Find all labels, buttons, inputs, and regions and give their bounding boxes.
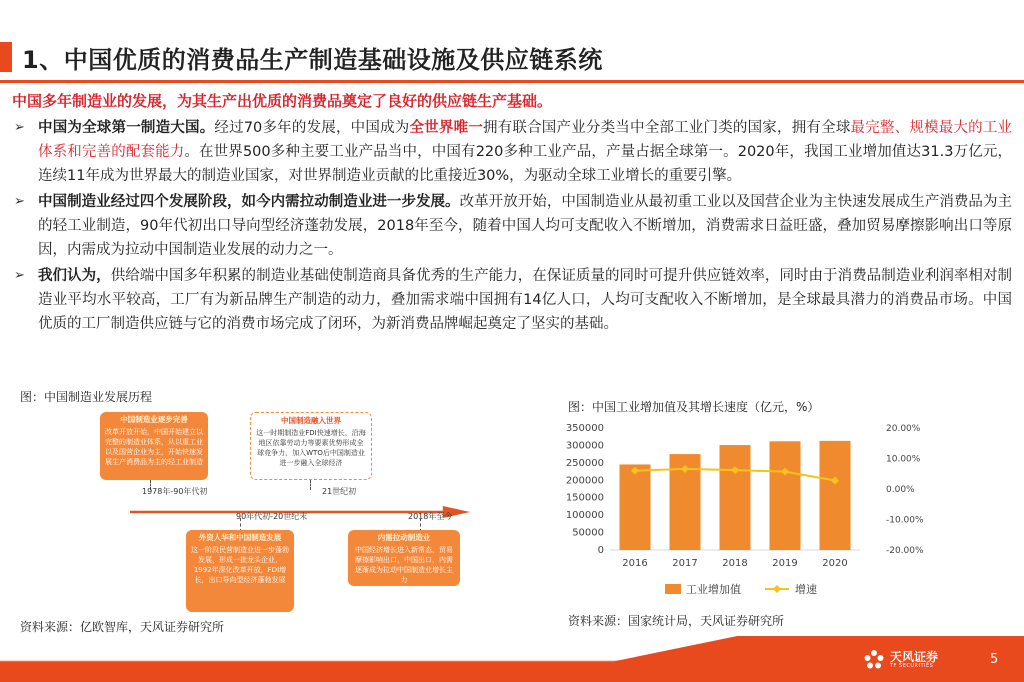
y2-axis-tick-label: -10.00% bbox=[886, 515, 924, 526]
bar-2016 bbox=[620, 464, 651, 550]
legend-bar-swatch bbox=[665, 584, 681, 594]
period-label: 90年代初-20世纪末 bbox=[236, 512, 308, 521]
arrow-bullet-icon: ➢ bbox=[14, 120, 25, 135]
legend-line-label: 增速 bbox=[795, 583, 817, 596]
period-label: 21世纪初 bbox=[322, 487, 357, 496]
y2-axis-tick-label: 20.00% bbox=[886, 424, 921, 434]
period-label: 2018年至今 bbox=[408, 512, 453, 521]
y-axis-tick-label: 350000 bbox=[565, 423, 604, 434]
page-title: 1、中国优质的消费品生产制造基础设施及供应链系统 bbox=[22, 46, 603, 74]
timeline-stage-2 bbox=[250, 412, 372, 480]
highlight-text: 全世界唯一 bbox=[409, 120, 483, 136]
arrow-bullet-icon: ➢ bbox=[14, 268, 25, 283]
chart-source: 资料来源：国家统计局，天风证券研究所 bbox=[568, 614, 785, 628]
logo-text: 天风证券 bbox=[890, 650, 939, 664]
x-axis-tick-label: 2019 bbox=[772, 558, 798, 569]
bullet-text: 供给端中国多年积累的制造业基础使制造商具备优秀的生产能力，在保证质量的同时可提升供应链效率，同时由于消费品制造业利润率相对制造业平均水平较高，工厂有为新品牌生产制造的动力，叠加需求端中国拥有14亿人口，人均可支配收入不断增加，是全球最具潜力的消费品市场。中国优质的工厂制造供应链与它的消费市场完成了闭环，为新消费品牌崛起奠定了坚实的基础。 bbox=[38, 268, 1013, 332]
period-label: 1978年-90年代初 bbox=[142, 487, 208, 496]
stage-heading: 外资人华和中国制造发展 bbox=[198, 533, 282, 542]
arrow-bullet-icon: ➢ bbox=[14, 194, 25, 209]
timeline-caption: 图：中国制造业发展历程 bbox=[20, 390, 153, 404]
bullet-heading: 中国为全球第一制造大国。 bbox=[38, 120, 215, 136]
bullet-text: 。在世界500多种主要工业产品当中，中国有220多种工业产品，产量占据全球第一。2020年，我国工业增加值达31.3万亿元，连续11年成为世界最大的制造业国家，对世界制造业贡献的比重接近30%，为驱动全球工业增长的重要引擎。 bbox=[38, 144, 1012, 184]
y-axis-tick-label: 300000 bbox=[565, 440, 604, 452]
legend-line-marker bbox=[773, 585, 781, 593]
bullet-list bbox=[12, 116, 1012, 338]
bullet-item-3 bbox=[12, 264, 1012, 336]
industrial-value-chart bbox=[560, 418, 940, 608]
bullet-heading: 中国制造业经过四个发展阶段，如今内需拉动制造业进一步发展。 bbox=[38, 194, 460, 210]
stage-text: 中国经济增长进入新常态，贸易摩擦影响出口，中国出口，内需逐渐成为拉动中国制造业增长主力 bbox=[355, 546, 453, 584]
legend-bar-label: 工业增加值 bbox=[686, 583, 741, 596]
stage-text: 改革开放开始，中国开始建立以完整的制造业体系，从以重工业以及国营企业为主，开始快速发展生产消费品为主的轻工业制造 bbox=[105, 428, 203, 466]
y-axis-tick-label: 0 bbox=[597, 545, 604, 556]
y-axis-tick-label: 150000 bbox=[565, 492, 604, 504]
y2-axis-tick-label: 0.00% bbox=[886, 485, 915, 495]
stage-heading: 中国制造融入世界 bbox=[281, 416, 341, 425]
lead-sentence: 中国多年制造业的发展，为其生产出优质的消费品奠定了良好的供应链生产基础。 bbox=[12, 92, 553, 110]
x-axis-tick-label: 2017 bbox=[672, 558, 698, 569]
page-number: 5 bbox=[990, 652, 999, 667]
bullet-item-1 bbox=[12, 116, 1012, 188]
bullet-item-2 bbox=[12, 190, 1012, 262]
chart-caption: 图：中国工业增加值及其增长速度（亿元，%） bbox=[568, 400, 820, 414]
bar-2019 bbox=[770, 441, 801, 550]
title-bar bbox=[0, 0, 1024, 80]
bullet-heading: 我们认为， bbox=[38, 268, 111, 284]
timeline-figure bbox=[90, 410, 490, 615]
pinwheel-logo-icon bbox=[862, 648, 886, 672]
timeline-stage-1 bbox=[100, 412, 208, 480]
y-axis-tick-label: 100000 bbox=[565, 510, 604, 522]
bullet-text: 经过70多年的发展，中国成为 bbox=[214, 120, 410, 136]
y-axis-tick-label: 250000 bbox=[565, 457, 604, 469]
y-axis-tick-label: 50000 bbox=[572, 527, 604, 539]
bullet-text: 拥有联合国产业分类当中全部工业门类的国家，拥有全球 bbox=[483, 120, 851, 136]
timeline-connector bbox=[310, 480, 311, 490]
y2-axis-tick-label: -20.00% bbox=[886, 546, 924, 556]
logo-subtext: TF SECURITIES bbox=[890, 663, 934, 669]
stage-heading: 中国制造业逐步完善 bbox=[120, 415, 188, 424]
timeline-stage-3 bbox=[186, 530, 294, 612]
timeline-source: 资料来源：亿欧智库，天风证券研究所 bbox=[20, 620, 225, 634]
title-accent-bar bbox=[0, 42, 12, 72]
y-axis-tick-label: 200000 bbox=[565, 475, 604, 487]
stage-heading: 内需拉动制造业 bbox=[377, 533, 431, 542]
highlight-text: 最完整、规模最大的工业体系和完善的配套能力 bbox=[38, 120, 1013, 160]
timeline-stage-4 bbox=[348, 530, 460, 586]
bar-2020 bbox=[820, 441, 851, 550]
title-underline bbox=[0, 80, 1024, 83]
x-axis-tick-label: 2016 bbox=[622, 558, 648, 569]
stage-text: 这一时期制造业FDI快速增长，沿海地区依靠劳动力等要素优势形成全球竞争力，加入WTO后中国制造业进一步融入全球经济 bbox=[256, 429, 366, 467]
bullet-text: 改革开放开始，中国制造业从最初重工业以及国营企业为主快速发展成生产消费品为主的轻工业制造，90年代初出口导向型经济蓬勃发展，2018年至今，随着中国人均可支配收入不断增加，消费需求日益旺盛，叠加贸易摩擦影响出口等原因，内需成为拉动中国制造业发展的动力之一。 bbox=[38, 194, 1013, 258]
brand-logo bbox=[862, 648, 938, 672]
x-axis-tick-label: 2020 bbox=[822, 558, 848, 569]
x-axis-tick-label: 2018 bbox=[722, 558, 748, 569]
y2-axis-tick-label: 10.00% bbox=[886, 454, 921, 465]
stage-text: 这一阶段民营制造业进一步蓬勃发展，形成一批龙头企业，1992年深化改革开放，FDI增长，出口导向型经济蓬勃发展 bbox=[191, 546, 289, 584]
bar-2018 bbox=[720, 445, 751, 550]
